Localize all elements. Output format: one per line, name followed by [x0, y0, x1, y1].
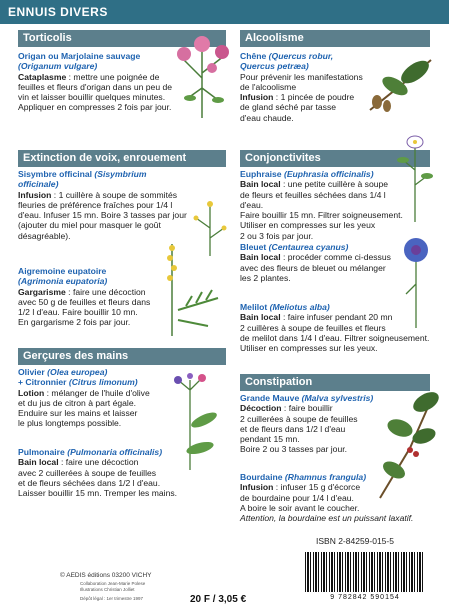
text-line: A boire le soir avant le coucher. — [240, 502, 360, 513]
plant-latin: (Olea europea) — [47, 367, 108, 377]
text-line: Appliquer en compresses 2 fois par jour. — [18, 102, 172, 113]
text-line: de gland séché par tasse — [240, 102, 337, 113]
text-line: 2 cuillerées à soupe de feuilles — [240, 413, 358, 424]
section-header-alcoolisme: Alcoolisme — [240, 30, 430, 47]
text-line: : faire une décoction — [65, 286, 146, 297]
text-line: avec des fleurs de bleuet ou mélanger — [240, 262, 386, 273]
origan-illustration — [168, 28, 236, 120]
section-header-torticolis: Torticolis — [18, 30, 226, 47]
text-line: de l'alcoolisme — [240, 81, 297, 92]
text-line: de fleurs et feuilles séchées dans 1/4 l d'eau. — [240, 189, 386, 210]
section-header-constipation: Constipation — [240, 374, 430, 391]
constipation-block-1 — [240, 393, 380, 455]
depot-legal: Dépôt légal : 1er trimestre 1997 — [80, 596, 144, 601]
plant-name: Melilot — [240, 302, 268, 312]
plant-name: Aigremoine eupatoire — [18, 266, 107, 276]
text-line: de melilot dans 1/4 l d'eau. Filtrer soigneusement. — [240, 332, 430, 343]
text-line: Laisser bouillir 15 mn. Tremper les mains. — [18, 488, 178, 499]
plant-latin: (Centaurea cyanus) — [268, 242, 349, 252]
text-line: le plus longtemps possible. — [18, 418, 122, 429]
isbn: ISBN 2-84259-015-5 — [316, 536, 394, 546]
text-line: : une petite cuillère à soupe — [280, 179, 389, 190]
plant-latin: (Agrimonia eupatoria) — [18, 276, 108, 287]
plant-latin: (Origanum vulgare) — [18, 61, 98, 72]
collaboration: Collaboration Jean-Marie Polese — [80, 581, 146, 586]
remedy-label: Gargarisme — [18, 286, 66, 297]
text-line: : faire bouillir — [281, 403, 333, 414]
plant-latin: (Quercus robur, — [268, 51, 334, 61]
text-line: Utiliser en compresses sur les yeux. — [240, 343, 378, 354]
text-line: avec 2 cuillerées à soupe de feuilles — [18, 467, 157, 478]
plant-latin: (Pulmonaria officinalis) — [67, 447, 163, 457]
text-line: : mettre une poignée de — [66, 71, 160, 82]
text-line: fleuries de préférence fraîches pour 1/4 l — [18, 199, 173, 210]
gercures-block-2 — [18, 447, 188, 498]
text-line: 2 cuillères à soupe de feuilles et fleurs — [240, 322, 386, 333]
aigremoine-illustration — [158, 240, 230, 340]
constipation-block-2 — [240, 472, 440, 523]
text-line: Enduire sur les mains et laisser — [18, 408, 138, 419]
text-line: : procéder comme ci-dessus — [280, 252, 391, 263]
alcoolisme-block — [240, 51, 370, 123]
text-line: En gargarisme 2 fois par jour. — [18, 317, 131, 328]
text-line: les 2 plantes. — [240, 272, 291, 283]
remedy-label: Bain local — [18, 457, 59, 468]
plant-name: Grande Mauve — [240, 393, 300, 403]
section-header-conjonctivites: Conjonctivites — [240, 150, 430, 167]
text-line: de bourdaine pour 1/4 l d'eau. — [240, 492, 354, 503]
text-line: vin et laisser bouillir quelques minutes. — [18, 92, 166, 103]
text-line: 1/2 l d'eau. Faire bouillir 10 mn. — [18, 307, 138, 318]
remedy-label: Infusion — [18, 189, 52, 200]
plant-name: Sisymbre officinal — [18, 169, 93, 179]
page-title: ENNUIS DIVERS — [0, 0, 449, 24]
euphraise-illustration — [393, 130, 437, 225]
text-line: (ajouter du miel pour masquer le goût — [18, 220, 161, 231]
plant-name: Euphraise — [240, 169, 282, 179]
text-line: : 1 cuillère à soupe de sommités — [51, 189, 178, 200]
remedy-label: Bain local — [240, 252, 281, 263]
text-line: et de fleurs séchées dans 1/2 l d'eau. — [18, 477, 161, 488]
text-line: : faire une décoction — [58, 457, 139, 468]
barcode-number: 9 782842 590154 — [330, 594, 400, 601]
text-line: d'eau. Infuser 15 mn. Boire 3 tasses par jour — [18, 210, 187, 221]
plant-latin: (Sisymbrium — [94, 169, 147, 179]
text-line: désagréable). — [18, 230, 71, 241]
gercures-block-1 — [18, 367, 183, 429]
text-line: : infuser 15 g d'écorce — [273, 482, 361, 493]
remedy-label: Décoction — [240, 403, 282, 414]
plant-latin: (Rhamnus frangula) — [284, 472, 367, 482]
plant-name: Origan ou Marjolaine sauvage — [18, 51, 141, 61]
remedy-label: Bain local — [240, 179, 281, 190]
pulmonaire-illustration — [170, 370, 230, 472]
text-line: Pour prévenir les manifestations — [240, 71, 363, 82]
conjonctivites-block-2 — [240, 242, 410, 283]
publisher: © AEDIS éditions 03200 VICHY — [60, 572, 152, 579]
section-header-extinction: Extinction de voix, enrouement — [18, 150, 226, 167]
plant-name: Pulmonaire — [18, 447, 65, 457]
text-line: pendant 15 mn. — [240, 434, 300, 445]
plant-latin: (Malva sylvestris) — [301, 393, 374, 403]
plant-name: Olivier — [18, 367, 45, 377]
text-line: Attention, la bourdaine est un puissant laxatif. — [240, 513, 414, 524]
extinction-block-2 — [18, 266, 178, 328]
text-line: Utiliser en compresses sur les yeux — [240, 220, 376, 231]
conjonctivites-block-3 — [240, 302, 440, 353]
text-line: d'eau chaude. — [240, 112, 294, 123]
text-line: Boire 2 ou 3 tasses par jour. — [240, 444, 348, 455]
plant-name: Bourdaine — [240, 472, 283, 482]
text-line: 2 ou 3 fois par jour. — [240, 230, 314, 241]
remedy-label: Cataplasme — [18, 71, 67, 82]
plant-name: Chêne — [240, 51, 267, 61]
plant-name: + Citronnier — [18, 377, 67, 388]
text-line: et du jus de citron à part égale. — [18, 397, 137, 408]
illustrations: Illustrations Christian Jolliet — [80, 587, 135, 592]
plant-latin: officinale) — [18, 179, 59, 190]
text-line: : mélanger de l'huile d'olive — [44, 387, 150, 398]
text-line: Faire bouillir 15 mn. Filtrer soigneusement. — [240, 210, 403, 221]
remedy-label: Infusion — [240, 92, 274, 103]
chene-illustration — [365, 52, 437, 114]
remedy-label: Lotion — [18, 387, 45, 398]
barcode — [305, 552, 425, 592]
text-line: avec 50 g de feuilles et fleurs dans — [18, 296, 151, 307]
price: 20 F / 3,05 € — [190, 594, 247, 605]
section-header-gercures: Gerçures des mains — [18, 348, 226, 365]
remedy-label: Infusion — [240, 482, 274, 493]
text-line: : 1 pincée de poudre — [273, 92, 355, 103]
plant-name: Bleuet — [240, 242, 267, 252]
plant-latin: (Meliotus alba) — [269, 302, 330, 312]
conjonctivites-block-1 — [240, 169, 410, 241]
plant-latin: (Citrus limonum) — [68, 377, 138, 388]
plant-latin: (Euphrasia officinalis) — [283, 169, 374, 179]
text-line: : faire infuser pendant 20 mn — [280, 312, 393, 323]
plant-latin: Quercus petræa) — [240, 61, 309, 72]
remedy-label: Bain local — [240, 312, 281, 323]
text-line: et de fleurs dans 1/2 l d'eau — [240, 423, 346, 434]
text-line: feuilles et fleurs d'origan dans un peu de — [18, 81, 173, 92]
